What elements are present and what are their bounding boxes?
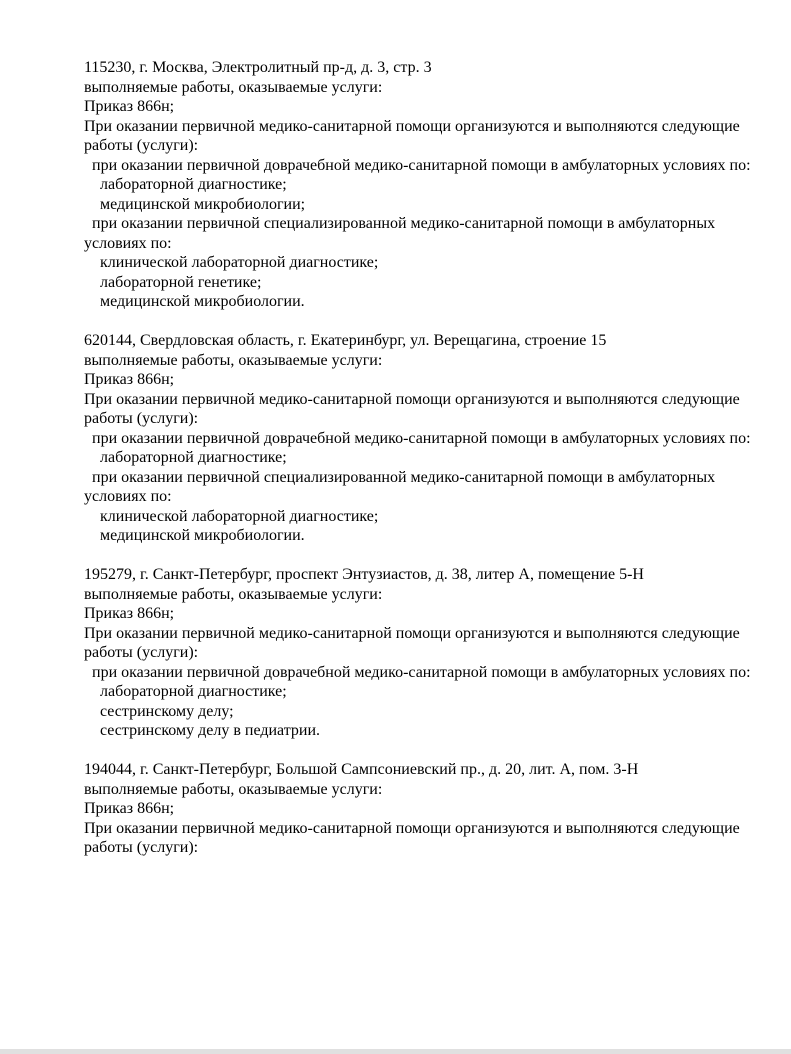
license-location-block bbox=[84, 331, 756, 546]
license-text-line: Приказ 866н; bbox=[84, 605, 175, 622]
license-text-line: медицинской микробиологии; bbox=[84, 195, 306, 213]
license-text-line: при оказании первичной специализированной медико-санитарной помощи в амбулаторных условиях по: bbox=[84, 468, 720, 505]
license-location-block bbox=[84, 565, 756, 741]
license-text-line: сестринскому делу; bbox=[84, 702, 234, 720]
license-text-line: Приказ 866н; bbox=[84, 98, 175, 115]
license-text-line: при оказании первичной доврачебной медико-санитарной помощи в амбулаторных условиях по: bbox=[84, 429, 751, 447]
bottom-edge-bar bbox=[0, 1049, 791, 1054]
license-text-line: выполняемые работы, оказываемые услуги: bbox=[84, 78, 383, 96]
license-text-line: лабораторной диагностике; bbox=[84, 176, 287, 193]
license-text-line: сестринскому делу в педиатрии. bbox=[84, 722, 321, 739]
license-text-line: медицинской микробиологии. bbox=[84, 293, 305, 310]
license-text-line: лабораторной генетике; bbox=[84, 273, 262, 291]
license-text-line: лабораторной диагностике; bbox=[84, 683, 287, 700]
license-text-line: При оказании первичной медико-санитарной помощи организуются и выполняются следующие работы (услуги): bbox=[84, 390, 744, 427]
license-text-line: при оказании первичной доврачебной медико-санитарной помощи в амбулаторных условиях по: bbox=[84, 156, 751, 174]
license-text-line: клинической лабораторной диагностике; bbox=[84, 254, 379, 271]
license-text-line: при оказании первичной доврачебной медико-санитарной помощи в амбулаторных условиях по: bbox=[84, 663, 751, 681]
license-location-block bbox=[84, 760, 756, 858]
license-locations-list bbox=[84, 58, 756, 877]
license-text-line: выполняемые работы, оказываемые услуги: bbox=[84, 585, 383, 603]
license-text-line: клинической лабораторной диагностике; bbox=[84, 507, 379, 525]
license-text-line: выполняемые работы, оказываемые услуги: bbox=[84, 351, 383, 369]
license-text-line: медицинской микробиологии. bbox=[84, 527, 305, 544]
location-address: 195279, г. Санкт-Петербург, проспект Энтузиастов, д. 38, литер А, помещение 5-Н bbox=[84, 566, 644, 583]
license-text-line: При оказании первичной медико-санитарной помощи организуются и выполняются следующие работы (услуги): bbox=[84, 117, 744, 154]
location-address: 620144, Свердловская область, г. Екатеринбург, ул. Верещагина, строение 15 bbox=[84, 332, 607, 349]
license-text-line: лабораторной диагностике; bbox=[84, 449, 287, 466]
license-text-line: Приказ 866н; bbox=[84, 800, 175, 817]
license-text-line: Приказ 866н; bbox=[84, 371, 175, 388]
license-text-line: При оказании первичной медико-санитарной помощи организуются и выполняются следующие работы (услуги): bbox=[84, 819, 744, 856]
location-address: 194044, г. Санкт-Петербург, Большой Сампсониевский пр., д. 20, лит. А, пом. 3-Н bbox=[84, 761, 639, 778]
license-location-block bbox=[84, 58, 756, 312]
location-address: 115230, г. Москва, Электролитный пр-д, д. 3, стр. 3 bbox=[84, 59, 432, 76]
license-text-line: при оказании первичной специализированной медико-санитарной помощи в амбулаторных условиях по: bbox=[84, 215, 720, 252]
license-text-line: выполняемые работы, оказываемые услуги: bbox=[84, 780, 383, 798]
license-text-line: При оказании первичной медико-санитарной помощи организуются и выполняются следующие работы (услуги): bbox=[84, 624, 744, 661]
